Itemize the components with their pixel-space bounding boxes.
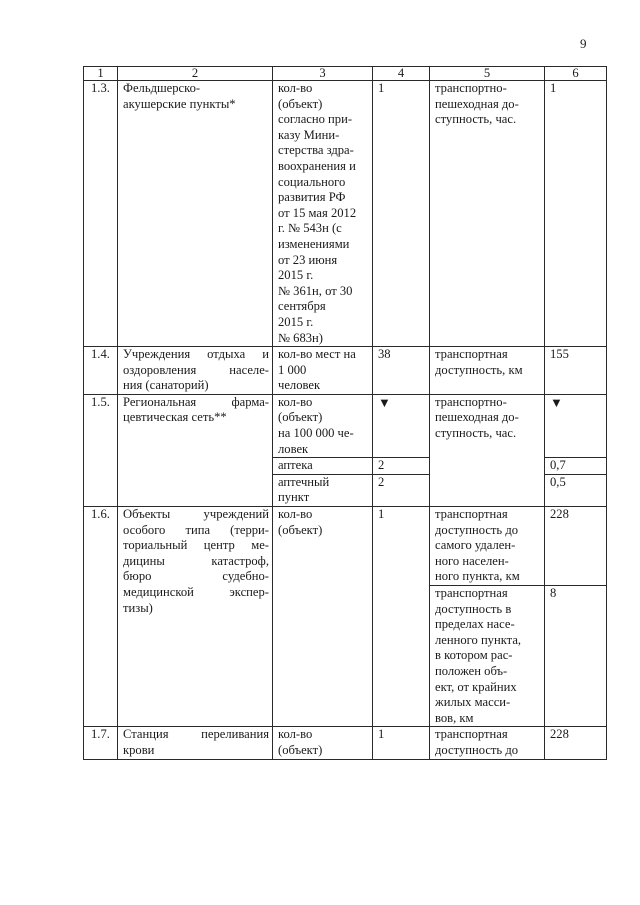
text-line: на 100 000 че- — [278, 426, 354, 441]
table-row — [84, 727, 607, 759]
text-line: транспортная — [435, 347, 508, 362]
facility-name — [118, 81, 273, 347]
row-number: 1.3. — [84, 81, 118, 347]
text-line: кол-во — [278, 507, 313, 522]
text-line: ния (санаторий) — [123, 378, 209, 393]
text-line: пределах насе- — [435, 617, 515, 632]
value-cell: 2 — [373, 458, 430, 475]
text-line: ленного пункта, — [435, 632, 522, 647]
text-line: кол-во — [278, 394, 313, 409]
text-line: медицинской экспер- — [123, 585, 269, 599]
indicator-table — [83, 66, 607, 760]
text-line: № 683н) — [278, 330, 323, 345]
subtype-label — [273, 474, 373, 506]
text-line: Фельдшерско- — [123, 81, 201, 95]
max-value-cell: 228 — [545, 507, 607, 586]
text-line: доступность до — [435, 522, 519, 537]
header-cell: 5 — [430, 67, 545, 81]
subtype-label: аптека — [273, 458, 373, 475]
text-line: (объект) — [278, 96, 323, 111]
table-row — [84, 347, 607, 395]
text-line: транспортно- — [435, 81, 507, 95]
text-line: (объект) — [278, 742, 323, 757]
max-value-cell: ▼ — [545, 394, 607, 457]
text-line: № 361н, от 30 — [278, 283, 353, 298]
value-cell: 2 — [373, 474, 430, 506]
text-line: 1 000 — [278, 362, 307, 377]
unit-cell — [273, 507, 373, 727]
text-line: (объект) — [278, 522, 323, 537]
text-line: изменениями — [278, 236, 350, 251]
row-number: 1.7. — [84, 727, 118, 759]
text-line: доступность до — [435, 742, 519, 757]
facility-name — [118, 727, 273, 759]
unit-cell — [273, 347, 373, 395]
text-line: Региональная фарма- — [123, 394, 269, 409]
header-cell: 2 — [118, 67, 273, 81]
text-line: транспортная — [435, 507, 508, 522]
unit-cell — [273, 81, 373, 347]
text-line: ного населен- — [435, 553, 509, 568]
text-line: 2015 г. — [278, 314, 314, 329]
max-value-cell: 8 — [545, 586, 607, 727]
max-value-cell: 0,7 — [545, 458, 607, 475]
text-line: казу Мини- — [278, 127, 340, 142]
row-number: 1.6. — [84, 507, 118, 727]
text-line: ступность, час. — [435, 112, 517, 127]
text-line: транспортно- — [435, 394, 507, 409]
text-line: от 23 июня — [278, 252, 338, 267]
text-line: согласно при- — [278, 112, 353, 127]
indicator-cell — [430, 81, 545, 347]
value-cell: 1 — [373, 507, 430, 727]
header-cell: 6 — [545, 67, 607, 81]
indicator-cell — [430, 347, 545, 395]
text-line: ловек — [278, 441, 309, 456]
unit-cell — [273, 394, 373, 457]
text-line: жилых масси- — [435, 695, 511, 710]
text-line: кол-во — [278, 81, 313, 95]
text-line: 2015 г. — [278, 268, 314, 283]
text-line: ступность, час. — [435, 426, 517, 441]
indicator-cell — [430, 507, 545, 586]
value-cell: 1 — [373, 81, 430, 347]
unit-cell — [273, 727, 373, 759]
max-value-cell: 155 — [545, 347, 607, 395]
text-line: крови — [123, 742, 155, 757]
text-line: цевтическая сеть** — [123, 410, 227, 425]
text-line: особого типа (терри- — [123, 522, 269, 537]
text-line: в котором рас- — [435, 648, 513, 663]
row-number: 1.4. — [84, 347, 118, 395]
value-cell: 1 — [373, 727, 430, 759]
text-line: ного пункта, км — [435, 569, 520, 584]
text-line: (объект) — [278, 410, 323, 425]
facility-name — [118, 347, 273, 395]
table-row — [84, 394, 607, 457]
text-line: воохранения и — [278, 158, 356, 173]
text-line: тизы) — [123, 600, 153, 615]
text-line: ект, от крайних — [435, 679, 517, 694]
max-value-cell: 0,5 — [545, 474, 607, 506]
text-line: г. № 543н (с — [278, 221, 342, 236]
text-line: кол-во — [278, 727, 313, 742]
table-row — [84, 81, 607, 347]
text-line: пешеходная до- — [435, 96, 519, 111]
text-line: самого удален- — [435, 538, 516, 553]
text-line: положен объ- — [435, 663, 508, 678]
text-line: акушерские пункты* — [123, 96, 236, 111]
text-line: пешеходная до- — [435, 410, 519, 425]
text-line: бюро судебно- — [123, 569, 269, 584]
text-line: Объекты учреждений — [123, 507, 269, 522]
value-cell: 38 — [373, 347, 430, 395]
indicator-cell — [430, 394, 545, 506]
indicator-cell — [430, 727, 545, 759]
text-line: вов, км — [435, 710, 474, 725]
text-line: Станция переливания — [123, 727, 269, 742]
table-header-row — [84, 67, 607, 81]
value-cell: ▼ — [373, 394, 430, 457]
text-line: транспортная — [435, 586, 508, 600]
text-line: стерства здра- — [278, 143, 354, 158]
header-cell: 3 — [273, 67, 373, 81]
text-line: социального — [278, 174, 346, 189]
text-line: от 15 мая 2012 — [278, 205, 357, 220]
text-line: ториальный центр ме- — [123, 538, 269, 553]
max-value-cell: 1 — [545, 81, 607, 347]
text-line: транспортная — [435, 727, 508, 742]
text-line: сентября — [278, 299, 326, 314]
header-cell: 1 — [84, 67, 118, 81]
text-line: дицины катастроф, — [123, 553, 269, 568]
text-line: оздоровления населе- — [123, 362, 269, 377]
text-line: пункт — [278, 490, 310, 505]
page-number: 9 — [580, 36, 587, 51]
table-row — [84, 507, 607, 586]
text-line: развития РФ — [278, 190, 346, 205]
text-line: аптечный — [278, 474, 330, 489]
header-cell: 4 — [373, 67, 430, 81]
facility-name — [118, 507, 273, 727]
indicator-cell — [430, 586, 545, 727]
text-line: доступность, км — [435, 362, 523, 377]
text-line: доступность в — [435, 601, 512, 616]
text-line: кол-во мест на — [278, 347, 356, 362]
text-line: человек — [278, 378, 321, 393]
facility-name — [118, 394, 273, 506]
max-value-cell: 228 — [545, 727, 607, 759]
row-number: 1.5. — [84, 394, 118, 506]
text-line: Учреждения отдыха и — [123, 347, 269, 362]
